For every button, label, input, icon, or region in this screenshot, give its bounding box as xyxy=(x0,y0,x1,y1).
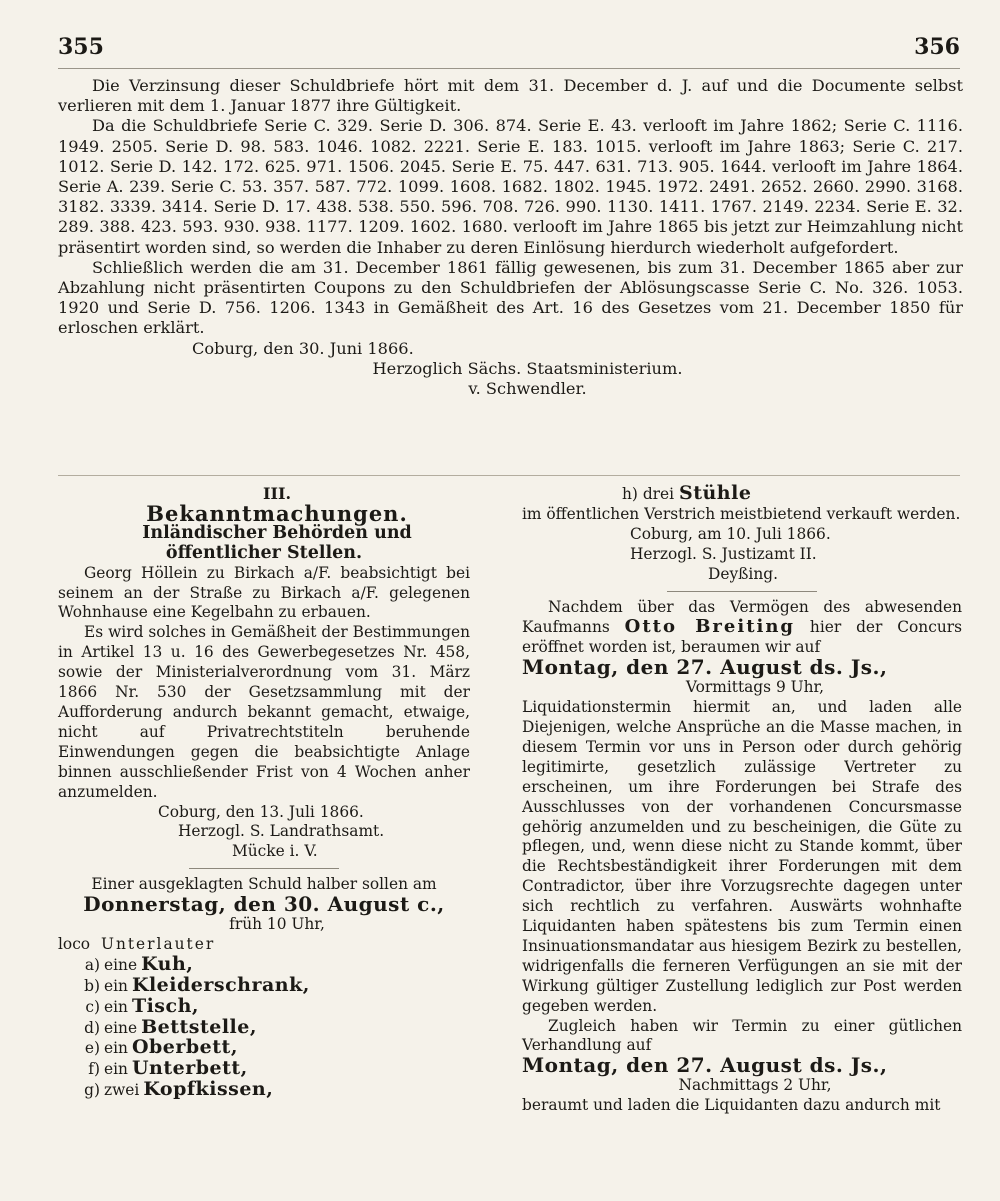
list-item xyxy=(58,1059,470,1080)
authority: Herzogl. S. Justizamt II. xyxy=(630,544,817,563)
item-article: ein xyxy=(104,997,128,1016)
item-marker: g) xyxy=(84,1081,100,1100)
place-date: Coburg, am 10. Juli 1866. xyxy=(630,524,831,543)
notice-concurs xyxy=(522,598,962,1117)
notice-auction xyxy=(58,875,470,1101)
auction-closing: im öffentlichen Verstrich meistbietend verkauft werden. xyxy=(522,504,961,523)
place-prefix: loco xyxy=(58,934,91,953)
signatory: v. Schwendler. xyxy=(468,379,587,399)
list-item xyxy=(522,484,962,505)
concurs-intro-cont: hier der Concurs eröffnet worden ist, beraumen wir auf xyxy=(522,618,962,657)
notice-kegelbahn xyxy=(58,564,470,863)
item-name: Kleiderschrank, xyxy=(131,973,310,996)
paragraph: Es wird solches in Gemäßheit der Bestimmungen in Artikel 13 u. 16 des Gewerbegesetzes Nr. 458, sowie der Ministerialverordnung vom 31. März 1866 Nr. 530 der Gesetzsammlung mit der Aufforderung andurch bekannt gemacht, etwaige, nicht auf Privatrechtstiteln beruhende Einwendungen gegen die beabsichtigte Anlage binnen ausschließender Frist von 4 Wochen anher anzumelden. xyxy=(58,623,470,801)
item-marker: h) xyxy=(622,485,638,503)
paragraph xyxy=(522,598,962,659)
item-article: zwei xyxy=(104,1081,140,1100)
auction-date: Donnerstag, den 30. August c., xyxy=(83,892,445,917)
authority: Herzogl. S. Landrathsamt. xyxy=(178,822,385,841)
item-name: Tisch, xyxy=(131,994,200,1017)
list-item xyxy=(58,973,470,997)
hearing-time-1: Vormittags 9 Uhr, xyxy=(685,678,825,697)
place-date: Coburg, den 30. Juni 1866. xyxy=(192,338,414,358)
item-name: Unterbett, xyxy=(131,1057,248,1080)
signatory: Deyßing. xyxy=(708,564,779,583)
right-column xyxy=(522,484,962,1116)
debtor-name: Otto Breiting xyxy=(624,616,796,638)
auction-place xyxy=(58,935,470,955)
signatory: Mücke i. V. xyxy=(232,842,318,861)
page-number-right: 356 xyxy=(914,34,960,60)
list-item xyxy=(58,1015,470,1039)
item-article: drei xyxy=(642,485,675,503)
item-marker: f) xyxy=(88,1060,100,1079)
list-item xyxy=(58,994,470,1018)
section-heading: Bekanntmachungen. xyxy=(146,500,408,526)
item-marker: a) xyxy=(84,955,100,974)
concurs-intro: Nachdem über das Vermögen des abwesenden Kaufmanns xyxy=(522,597,962,637)
paragraph: Da die Schuldbriefe Serie C. 329. Serie D. 306. 874. Serie E. 43. verlooft im Jahre 1862; Serie C. 1116. 1949. 2505. Serie D. 98. 583. 1046. 1082. 2221. Serie E. 183. 1015. verlooft im Jahre 1863; Serie C. 217. 1012. Serie D. 142. 172. 625. 971. 1506. 2045. Serie E. 75. 447. 631. 713. 905. 1644. verlooft im Jahre 1864. Serie A. 239. Serie C. 53. 357. 587. 772. 1099. 1608. 1682. 1802. 1945. 1972. 2491. 2652. 2660. 2990. 3168. 3182. 3339. 3414. Serie D. 17. 438. 538. 550. 596. 708. 726. 990. 1130. 1411. 1767. 2149. 2234. Serie E. 32. 289. 388. 423. 593. 930. 938. 1177. 1209. 1602. 1680. verlooft im Jahre 1865 bis jetzt zur Heimzahlung nicht präsentirt worden sind, so werden die Inhaber zu deren Einlösung hierdurch wiederholt aufgefordert. xyxy=(58,116,963,257)
notice-divider xyxy=(189,868,339,869)
paragraph: Georg Höllein zu Birkach a/F. beabsichtigt bei seinem an der Straße zu Birkach a/F. gelegenen Wohnhause eine Kegelbahn zu erbauen. xyxy=(58,563,470,622)
paragraph: Zugleich haben wir Termin zu einer gütlichen Verhandlung auf xyxy=(522,1016,962,1055)
header-rule xyxy=(58,68,960,69)
item-name: Oberbett, xyxy=(131,1036,238,1059)
item-marker: b) xyxy=(84,976,100,995)
item-article: ein xyxy=(104,976,128,995)
list-item xyxy=(58,1038,470,1059)
section-subheading: Inländischer Behörden und öffentlicher Stellen. xyxy=(142,522,412,563)
place-name: Unterlauter xyxy=(100,934,216,953)
paragraph: beraumt und laden die Liquidanten dazu andurch mit xyxy=(522,1096,941,1115)
item-article: eine xyxy=(104,955,138,974)
list-item xyxy=(58,952,470,976)
item-name: Stühle xyxy=(678,482,752,504)
item-article: ein xyxy=(104,1039,128,1058)
left-column xyxy=(58,484,470,1101)
notice-schuldbriefe xyxy=(58,76,963,399)
auction-intro: Einer ausgeklagten Schuld halber sollen am xyxy=(91,875,437,894)
item-marker: d) xyxy=(84,1018,100,1037)
hearing-time-2: Nachmittags 2 Uhr, xyxy=(678,1076,832,1095)
paragraph: Liquidationstermin hiermit an, und laden alle Diejenigen, welche Ansprüche an die Masse machen, in diesem Termin vor uns in Person oder durch gehörig legitimirte, gesetzlich zulässige Vertreter zu erscheinen, um ihre Forderungen bei Strafe des Ausschlusses von der vorhandenen Concursmasse gehörig anzumelden und zu bescheinigen, die Güte zu pflegen, und, wenn diese nicht zu Stande kommt, über die Rechtsbeständigkeit ihrer Forderungen mit dem Contradictor, über ihre Vorzugsrechte dagegen unter sich rechtlich zu verfahren. Auswärts wohnhafte Liquidanten haben spätestens bis zum Termin einen Insinuationsmandatar aus hiesigem Bezirk zu bestellen, widrigenfalls die ferneren Verfügungen an sie mit der Wirkung gültiger Zustellung lediglich zur Post werden gegeben werden. xyxy=(522,698,962,1015)
item-marker: c) xyxy=(85,997,100,1016)
paragraph: Schließlich werden die am 31. December 1861 fällig gewesenen, bis zum 31. December 1865 aber zur Abzahlung nicht präsentirten Coupons zu den Schuldbriefen der Ablösungscasse Serie C. No. 326. 1053. 1920 und Serie D. 756. 1206. 1343 in Gemäßheit des Art. 16 des Gesetzes vom 21. December 1850 für erloschen erklärt. xyxy=(58,257,963,338)
item-name: Kuh, xyxy=(141,952,194,975)
auction-time: früh 10 Uhr, xyxy=(229,915,325,934)
item-name: Bettstelle, xyxy=(141,1015,257,1038)
item-marker: e) xyxy=(84,1039,100,1058)
authority: Herzoglich Sächs. Staatsministerium. xyxy=(372,358,683,378)
auction-item-list xyxy=(58,952,470,1101)
notice-divider xyxy=(667,591,817,592)
section-number: III. xyxy=(262,484,292,503)
hearing-date-2: Montag, den 27. August ds. Js., xyxy=(522,1053,888,1078)
page-number-left: 355 xyxy=(58,34,104,60)
paragraph: Die Verzinsung dieser Schuldbriefe hört mit dem 31. December d. J. auf und die Documente selbst verlieren mit dem 1. Januar 1877 ihre Gültigkeit. xyxy=(58,76,963,116)
item-article: eine xyxy=(104,1018,138,1037)
hearing-date-1: Montag, den 27. August ds. Js., xyxy=(522,655,888,680)
place-date: Coburg, den 13. Juli 1866. xyxy=(158,802,364,821)
item-article: ein xyxy=(104,1060,128,1079)
item-name: Kopfkissen, xyxy=(143,1078,274,1101)
section-rule xyxy=(58,475,960,476)
list-item xyxy=(58,1080,470,1101)
